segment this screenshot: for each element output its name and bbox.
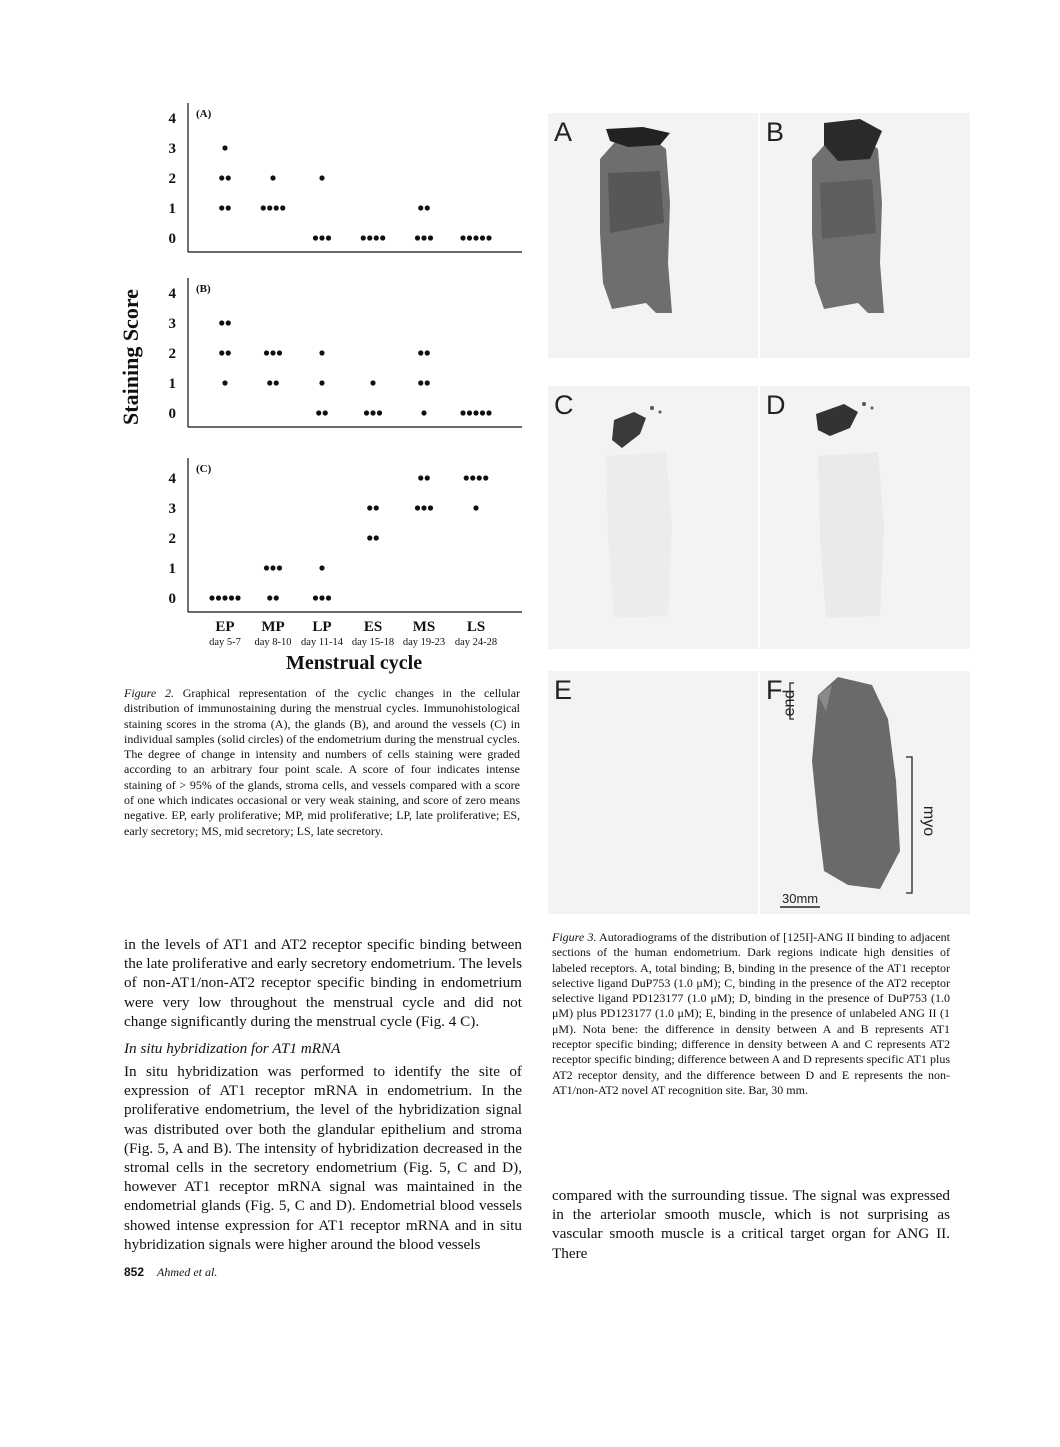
data-point — [313, 595, 318, 600]
data-point — [326, 235, 331, 240]
data-point — [235, 595, 240, 600]
data-point — [267, 380, 272, 385]
data-point — [428, 505, 433, 510]
panel-d-tissue — [760, 386, 970, 649]
figure-3-caption-text: Autoradiograms of the distribution of [125I]-ANG II binding to adjacent sections of the human endometrium. Dark regions indicate high densities of labeled receptors. A, total binding; B, binding in the presence of the AT1 receptor selective ligand DuP753 (1.0 μM); C, binding in the presence of the AT2 receptor selective ligand PD123177 (1.0 μM); D, binding in the presence of DuP753 (1.0 μM) plus PD123177 (1.0 μM); E, binding in the presence of unlabeled ANG II (1 μM). Nota bene: the difference in density between A and B represents AT1 receptor specific binding; difference in density between A and C represents AT2 receptor specific binding; difference between A and D represents specific AT1 plus AT2 receptor density, and the difference between D and E represents the non-AT1/non-AT2 novel AT recognition site. Bar, 30 mm. — [552, 930, 951, 1097]
data-point — [460, 235, 465, 240]
data-point — [486, 410, 491, 415]
panel-f-tissue — [760, 671, 970, 914]
data-point — [374, 235, 379, 240]
data-point — [418, 205, 423, 210]
data-point — [418, 350, 423, 355]
data-point — [216, 595, 221, 600]
data-point — [277, 350, 282, 355]
figure-3-panel-e — [548, 671, 758, 914]
data-point — [425, 475, 430, 480]
y-tick-label: 3 — [168, 141, 176, 157]
data-point — [425, 380, 430, 385]
y-tick-label: 0 — [168, 231, 176, 247]
y-tick-label: 2 — [168, 531, 176, 547]
data-point — [473, 505, 478, 510]
data-point — [267, 205, 272, 210]
data-point — [226, 175, 231, 180]
scale-bar-label: 30mm — [782, 891, 819, 906]
panel-label: (B) — [196, 283, 211, 295]
data-point — [280, 205, 285, 210]
data-point — [473, 235, 478, 240]
data-point — [367, 235, 372, 240]
panel-label: (A) — [196, 108, 212, 120]
data-point — [222, 145, 227, 150]
x-tick-sublabel: day 8-10 — [254, 637, 292, 648]
data-point — [361, 235, 366, 240]
f-end-label: end — [781, 689, 798, 717]
page-footer — [124, 1265, 217, 1280]
figure-3-panel-f — [760, 671, 970, 914]
data-point — [364, 410, 369, 415]
panel-a — [169, 103, 523, 252]
data-point — [326, 595, 331, 600]
data-point — [219, 205, 224, 210]
panel-c — [169, 458, 523, 648]
y-tick-label: 1 — [168, 376, 176, 392]
data-point — [374, 535, 379, 540]
data-point — [229, 595, 234, 600]
data-point — [219, 320, 224, 325]
y-tick-label: 1 — [168, 561, 176, 577]
data-point — [222, 380, 227, 385]
data-point — [219, 350, 224, 355]
x-tick-label: MS — [412, 619, 436, 635]
data-point — [477, 475, 482, 480]
data-point — [319, 350, 324, 355]
data-point — [418, 380, 423, 385]
data-point — [473, 410, 478, 415]
data-point — [428, 235, 433, 240]
data-point — [480, 410, 485, 415]
panel-b — [169, 278, 523, 427]
data-point — [316, 410, 321, 415]
data-point — [460, 410, 465, 415]
x-tick-label: LS — [466, 619, 486, 635]
data-point — [274, 380, 279, 385]
data-point — [486, 235, 491, 240]
panel-letter-a: A — [554, 117, 573, 147]
figure-3-caption-label: Figure 3. — [552, 930, 597, 944]
x-tick-sublabel: day 5-7 — [209, 637, 241, 648]
data-point — [480, 235, 485, 240]
x-tick-sublabel: day 24-28 — [454, 637, 498, 648]
y-tick-label: 4 — [168, 471, 176, 487]
data-point — [261, 205, 266, 210]
data-point — [421, 235, 426, 240]
figure-2-chart — [110, 95, 530, 680]
data-point — [270, 350, 275, 355]
data-point — [313, 235, 318, 240]
data-point — [219, 175, 224, 180]
x-tick-label: MP — [261, 619, 285, 635]
x-tick-sublabel: day 11-14 — [301, 637, 343, 648]
y-tick-label: 4 — [168, 111, 176, 127]
data-point — [319, 595, 324, 600]
data-point — [425, 205, 430, 210]
panel-letter-b: B — [766, 117, 785, 147]
panel-letter-c: C — [554, 390, 574, 420]
figure-2-caption-label: Figure 2. — [124, 686, 174, 700]
panel-c-tissue — [548, 386, 758, 649]
data-point — [264, 350, 269, 355]
panel-label: (C) — [196, 463, 212, 475]
data-point — [380, 235, 385, 240]
data-point — [319, 235, 324, 240]
data-point — [270, 175, 275, 180]
data-point — [418, 475, 423, 480]
figure-2-caption-text: Graphical representation of the cyclic changes in the cellular distribution of immunostaining during the menstrual cycles. Immunohistological staining scores in the stroma (A), the glands (B), and around the vessels (C) in individual samples (solid circles) of the endometrium during the menstrual cycles. The degree of change in intensity and numbers of cells staining were graded according to an arbitrary four point scale. A score of four indicates intense staining of > 95% of the glands, stroma cells, and vessels compared with a score of one which indicates occasional or very weak staining, and score of zero means negative. EP, early proliferative; MP, mid proliferative; LP, late proliferative; ES, early secretory; MS, mid secretory; LS, late secretory. — [124, 686, 521, 838]
y-tick-label: 4 — [168, 286, 176, 302]
x-axis-title: Menstrual cycle — [286, 652, 423, 674]
data-point — [264, 565, 269, 570]
data-point — [226, 350, 231, 355]
data-point — [415, 505, 420, 510]
figure-3-panel-b — [760, 113, 970, 358]
figure-3-panel-c — [548, 386, 758, 649]
data-point — [226, 320, 231, 325]
y-tick-label: 0 — [168, 591, 176, 607]
data-point — [374, 505, 379, 510]
data-point — [464, 475, 469, 480]
data-point — [425, 350, 430, 355]
y-tick-label: 3 — [168, 501, 176, 517]
data-point — [370, 410, 375, 415]
y-tick-label: 3 — [168, 316, 176, 332]
section-heading: In situ hybridization for AT1 mRNA — [124, 1040, 341, 1057]
body-left-paragraph-1: in the levels of AT1 and AT2 receptor specific binding between the late proliferative and early secretory endometrium. The levels of non-AT1/non-AT2 receptor specific binding in endometrium were very low throughout the menstrual cycle and did not change significantly during the menstrual cycle (Fig. 4 C). — [124, 936, 522, 1030]
panel-a-tissue — [548, 113, 758, 358]
data-point — [277, 565, 282, 570]
panel-letter-f: F — [766, 675, 783, 705]
page-number: 852 — [124, 1265, 145, 1279]
figure-2-caption — [124, 686, 520, 839]
f-myo-label: myo — [920, 805, 937, 837]
data-point — [367, 505, 372, 510]
data-point — [483, 475, 488, 480]
panel-b-tissue — [760, 113, 970, 358]
data-point — [274, 595, 279, 600]
x-tick-label: LP — [312, 619, 332, 635]
data-point — [470, 475, 475, 480]
data-point — [323, 410, 328, 415]
data-point — [222, 595, 227, 600]
data-point — [415, 235, 420, 240]
panel-letter-d: D — [766, 390, 786, 420]
y-tick-label: 1 — [168, 201, 176, 217]
x-tick-sublabel: day 15-18 — [351, 637, 395, 648]
data-point — [421, 410, 426, 415]
figure-3-caption — [552, 930, 950, 1098]
data-point — [226, 205, 231, 210]
data-point — [209, 595, 214, 600]
data-point — [319, 565, 324, 570]
data-point — [274, 205, 279, 210]
x-tick-label: EP — [215, 619, 235, 635]
data-point — [467, 410, 472, 415]
y-tick-label: 0 — [168, 406, 176, 422]
x-tick-sublabel: day 19-23 — [402, 637, 446, 648]
figure-3-panel-a — [548, 113, 758, 358]
y-tick-label: 2 — [168, 346, 176, 362]
data-point — [319, 380, 324, 385]
data-point — [377, 410, 382, 415]
figure-3-panel-d — [760, 386, 970, 649]
data-point — [319, 175, 324, 180]
panel-letter-e: E — [554, 675, 573, 705]
x-tick-label: ES — [363, 619, 383, 635]
body-right-paragraph: compared with the surrounding tissue. The signal was expressed in the arteriolar smooth muscle, which is not surprising as vascular smooth muscle is a critical target organ for ANG II. There — [552, 1187, 950, 1262]
body-left-paragraph-2: In situ hybridization was performed to identify the site of expression of AT1 receptor mRNA in endometrium. In the proliferative endometrium, the level of the hybridization signal was distributed over both the glandular epithelium and stroma (Fig. 5, A and B). The intensity of hybridization decreased in the stromal cells in the secretory endometrium (Fig. 5, C and D), however AT1 receptor mRNA signal was maintained in the endometrial glands (Fig. 5, C and D). Endometrial blood vessels showed intense expression for AT1 receptor mRNA and in situ hybridization signals were higher around the blood vessels — [124, 1063, 522, 1253]
data-point — [270, 565, 275, 570]
running-authors: Ahmed et al. — [157, 1265, 218, 1279]
y-tick-label: 2 — [168, 171, 176, 187]
data-point — [467, 235, 472, 240]
data-point — [370, 380, 375, 385]
y-axis-label: Staining Score — [118, 289, 143, 425]
data-point — [267, 595, 272, 600]
data-point — [421, 505, 426, 510]
data-point — [367, 535, 372, 540]
